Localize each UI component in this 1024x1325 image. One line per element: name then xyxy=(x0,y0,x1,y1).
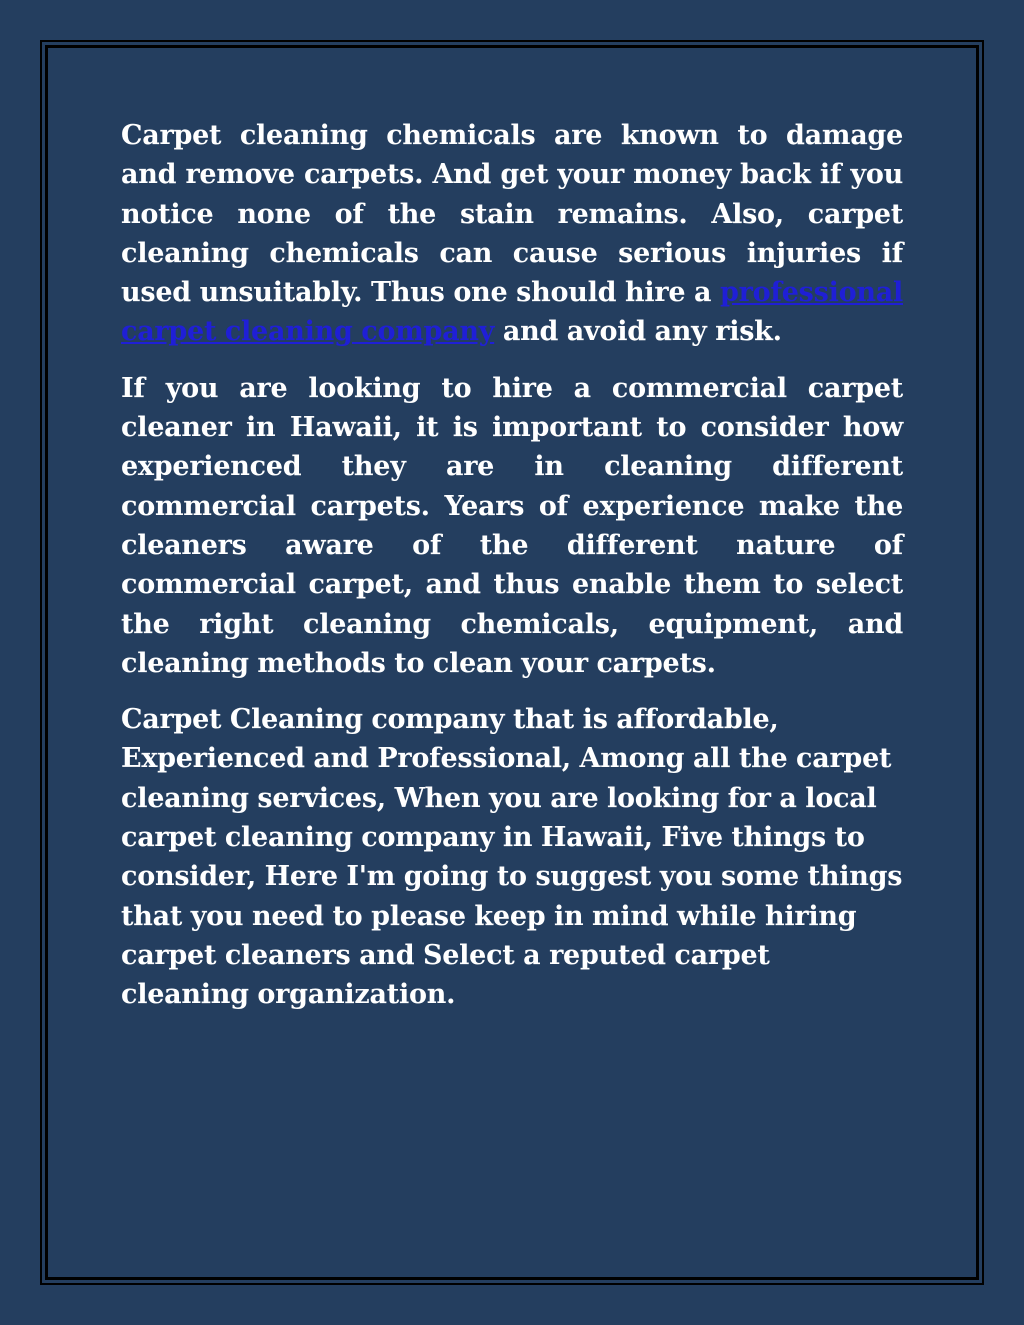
paragraph-1 xyxy=(121,116,903,352)
document-body xyxy=(121,116,903,1032)
professional-carpet-cleaning-link[interactable]: professional carpet cleaning company xyxy=(121,277,903,348)
paragraph-2: If you are looking to hire a commercial carpet cleaner in Hawaii, it is important to consider how experienced they are in cleaning different commercial carpets. Years of experience make the cleaners aware of the different nature of commercial carpet, and thus enable them to select the right cleaning chemicals, equipment, and cleaning methods to clean your carpets. xyxy=(121,372,903,679)
paragraph-1-text-after-link: and avoid any risk. xyxy=(494,316,782,348)
paragraph-3: Carpet Cleaning company that is affordable, Experienced and Professional, Among all the carpet cleaning services, When you are looking for a local carpet cleaning company in Hawaii, Five things to consider, Here I'm going to suggest you some things that you need to please keep in mind while hiring carpet cleaners and Select a reputed carpet cleaning organization. xyxy=(121,704,903,1011)
paragraph-1-text-before-link: Carpet cleaning chemicals are known to damage and remove carpets. And get your money back if you notice none of the stain remains. Also, carpet cleaning chemicals can cause serious injuries if used unsuitably. Thus one should hire a xyxy=(121,120,903,309)
